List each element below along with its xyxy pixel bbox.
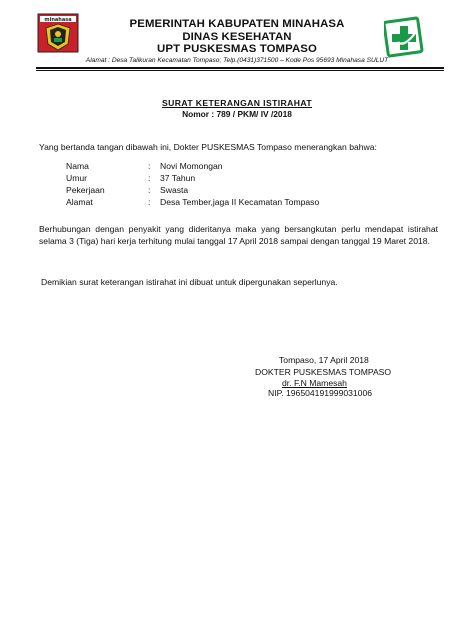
field-value-occupation: Swasta (160, 185, 189, 195)
signature-place-date: Tompaso, 17 April 2018 (279, 355, 369, 365)
document-number: Nomor : 789 / PKM/ IV /2018 (182, 109, 292, 119)
rest-period-paragraph: Berhubungan dengan penyakit yang dideritanya maka yang bersangkutan perlu mendapat istirahat selama 3 (Tiga) hari kerja terhitung mulai tanggal 17 April 2018 sampai dengan tanggal 19 Maret 2018. (39, 224, 438, 246)
field-value-name: Novi Momongan (160, 161, 223, 171)
letterhead-unit: UPT PUSKESMAS TOMPASO (157, 43, 317, 55)
closing-text: Demikian surat keterangan istirahat ini dibuat untuk dipergunakan seperlunya. (41, 277, 338, 287)
letterhead-department: DINAS KESEHATAN (182, 31, 292, 43)
letterhead-divider-thin (36, 70, 444, 71)
field-colon: : (148, 197, 151, 207)
svg-text:minahasa: minahasa (44, 17, 72, 23)
field-colon: : (148, 161, 151, 171)
intro-text: Yang bertanda tangan dibawah ini, Dokter PUSKESMAS Tompaso menerangkan bahwa: (39, 142, 377, 152)
signature-nip: NIP. 196504191999031006 (268, 388, 373, 398)
letterhead-address: Alamat : Desa Talikuran Kecamatan Tompaso; Telp.(0431)371500 – Kode Pos 95693 Minahasa SULUT (85, 57, 389, 64)
field-label-name: Nama (66, 161, 89, 171)
field-label-address: Alamat (66, 197, 93, 207)
signature-name: dr. F.N Mamesah (282, 378, 347, 388)
field-colon: : (148, 185, 151, 195)
letterhead-government: PEMERINTAH KABUPATEN MINAHASA (129, 18, 345, 30)
signature-title: DOKTER PUSKESMAS TOMPASO (255, 367, 392, 377)
letterhead-divider-thick (36, 67, 444, 69)
field-value-address: Desa Tember,jaga II Kecamatan Tompaso (160, 197, 320, 207)
field-colon: : (148, 173, 151, 183)
field-label-occupation: Pekerjaan (66, 185, 105, 195)
field-label-age: Umur (66, 173, 88, 183)
field-value-age: 37 Tahun (160, 173, 196, 183)
document-title: SURAT KETERANGAN ISTIRAHAT (162, 98, 312, 108)
